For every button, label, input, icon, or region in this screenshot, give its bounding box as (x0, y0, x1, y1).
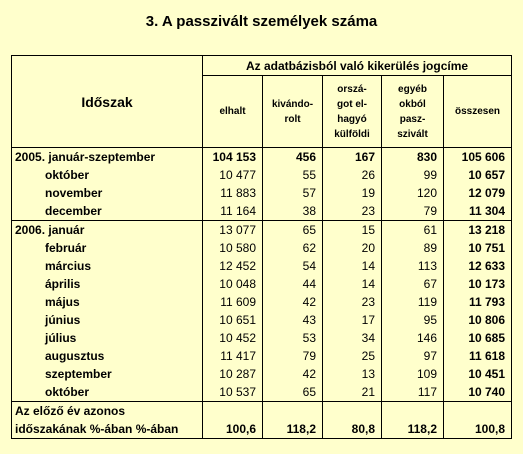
cell-value: 105 606 (444, 148, 512, 167)
cell-value: 10 452 (203, 329, 263, 347)
footer-percent-value: 118,2 (263, 420, 323, 439)
column-header-line: egyéb (398, 83, 427, 95)
reason-group-header: Az adatbázisból való kikerülés jogcíme (203, 56, 512, 76)
cell-value: 42 (263, 293, 323, 311)
cell-value: 10 477 (203, 166, 263, 184)
cell-value: 10 451 (444, 365, 512, 383)
table-row (12, 221, 512, 240)
col-kivandorolt-header (263, 76, 323, 148)
row-label: szeptember (12, 365, 203, 383)
cell-value: 104 153 (203, 148, 263, 167)
footer-percent-value: 100,6 (203, 420, 263, 439)
table-row (12, 148, 512, 167)
row-label: október (12, 166, 203, 184)
cell-value: 120 (382, 184, 444, 202)
column-header-line: külföldi (334, 128, 370, 140)
table-row (12, 166, 512, 184)
footer-percent-value: 100,8 (444, 420, 512, 439)
cell-value: 12 079 (444, 184, 512, 202)
cell-value: 23 (323, 202, 382, 221)
cell-value: 10 580 (203, 239, 263, 257)
period-header: Időszak (12, 56, 203, 148)
cell-value: 79 (382, 202, 444, 221)
footer-empty-cell (382, 402, 444, 421)
footer-label-line1: Az előző év azonos (12, 402, 203, 421)
row-label: július (12, 329, 203, 347)
cell-value: 42 (263, 365, 323, 383)
cell-value: 43 (263, 311, 323, 329)
row-label: április (12, 275, 203, 293)
cell-value: 10 048 (203, 275, 263, 293)
table-row (12, 365, 512, 383)
table-title: 3. A passzivált személyek száma (145, 13, 378, 30)
cell-value: 11 164 (203, 202, 263, 221)
footer-empty-cell (203, 402, 263, 421)
column-header-line: pasz- (399, 113, 426, 125)
row-label: augusztus (12, 347, 203, 365)
cell-value: 11 883 (203, 184, 263, 202)
cell-value: 830 (382, 148, 444, 167)
column-header-line: szivált (397, 128, 428, 140)
table-row (12, 311, 512, 329)
cell-value: 20 (323, 239, 382, 257)
col-osszesen-header (444, 76, 512, 148)
cell-value: 12 633 (444, 257, 512, 275)
cell-value: 23 (323, 293, 382, 311)
cell-value: 97 (382, 347, 444, 365)
cell-value: 34 (323, 329, 382, 347)
cell-value: 10 173 (444, 275, 512, 293)
cell-value: 11 417 (203, 347, 263, 365)
cell-value: 10 651 (203, 311, 263, 329)
footer-percent-value: 118,2 (382, 420, 444, 439)
cell-value: 89 (382, 239, 444, 257)
column-header-line: hagyó (337, 113, 367, 125)
col-egyeb-header (382, 76, 444, 148)
table-row (12, 293, 512, 311)
column-header-line: kivándo- (271, 98, 314, 110)
cell-value: 10 685 (444, 329, 512, 347)
row-label: 2005. január-szeptember (12, 148, 203, 167)
cell-value: 38 (263, 202, 323, 221)
row-label: október (12, 383, 203, 402)
cell-value: 79 (263, 347, 323, 365)
cell-value: 10 537 (203, 383, 263, 402)
column-header-line: összesen (455, 106, 501, 117)
cell-value: 54 (263, 257, 323, 275)
cell-value: 117 (382, 383, 444, 402)
cell-value: 10 806 (444, 311, 512, 329)
table-row (12, 275, 512, 293)
cell-value: 99 (382, 166, 444, 184)
row-label: május (12, 293, 203, 311)
row-label: június (12, 311, 203, 329)
column-header-line: got el- (337, 98, 367, 110)
footer-empty-cell (323, 402, 382, 421)
column-header-line: okból (399, 98, 426, 110)
cell-value: 14 (323, 275, 382, 293)
row-label: március (12, 257, 203, 275)
footer-label-line2: időszakának %-ában %-ában (12, 420, 203, 439)
cell-value: 167 (323, 148, 382, 167)
cell-value: 456 (263, 148, 323, 167)
cell-value: 21 (323, 383, 382, 402)
column-header-line: orszá- (337, 83, 367, 95)
column-header-line: rolt (284, 113, 301, 125)
table-row (12, 239, 512, 257)
cell-value: 10 287 (203, 365, 263, 383)
cell-value: 65 (263, 221, 323, 240)
footer-percent-value: 80,8 (323, 420, 382, 439)
cell-value: 15 (323, 221, 382, 240)
cell-value: 13 218 (444, 221, 512, 240)
cell-value: 10 740 (444, 383, 512, 402)
cell-value: 95 (382, 311, 444, 329)
cell-value: 55 (263, 166, 323, 184)
row-label: december (12, 202, 203, 221)
table-row (12, 202, 512, 221)
footer-empty-cell (444, 402, 512, 421)
footer-row-2 (12, 420, 512, 439)
passivated-persons-table (11, 55, 512, 439)
col-elhalt-header (203, 76, 263, 148)
cell-value: 10 751 (444, 239, 512, 257)
cell-value: 10 657 (444, 166, 512, 184)
row-label: február (12, 239, 203, 257)
cell-value: 57 (263, 184, 323, 202)
cell-value: 113 (382, 257, 444, 275)
cell-value: 109 (382, 365, 444, 383)
cell-value: 13 077 (203, 221, 263, 240)
cell-value: 65 (263, 383, 323, 402)
cell-value: 67 (382, 275, 444, 293)
col-orszagot-elhagyo-header (323, 76, 382, 148)
cell-value: 14 (323, 257, 382, 275)
cell-value: 146 (382, 329, 444, 347)
table-row (12, 383, 512, 402)
cell-value: 26 (323, 166, 382, 184)
cell-value: 61 (382, 221, 444, 240)
cell-value: 25 (323, 347, 382, 365)
cell-value: 11 618 (444, 347, 512, 365)
table-row (12, 347, 512, 365)
cell-value: 11 609 (203, 293, 263, 311)
table-row (12, 184, 512, 202)
row-label: november (12, 184, 203, 202)
cell-value: 12 452 (203, 257, 263, 275)
cell-value: 19 (323, 184, 382, 202)
table-row (12, 257, 512, 275)
table-row (12, 329, 512, 347)
cell-value: 62 (263, 239, 323, 257)
cell-value: 11 793 (444, 293, 512, 311)
cell-value: 119 (382, 293, 444, 311)
column-header-line: elhalt (219, 106, 246, 117)
cell-value: 13 (323, 365, 382, 383)
footer-empty-cell (263, 402, 323, 421)
row-label: 2006. január (12, 221, 203, 240)
cell-value: 17 (323, 311, 382, 329)
cell-value: 44 (263, 275, 323, 293)
footer-row-1 (12, 402, 512, 421)
cell-value: 53 (263, 329, 323, 347)
cell-value: 11 304 (444, 202, 512, 221)
